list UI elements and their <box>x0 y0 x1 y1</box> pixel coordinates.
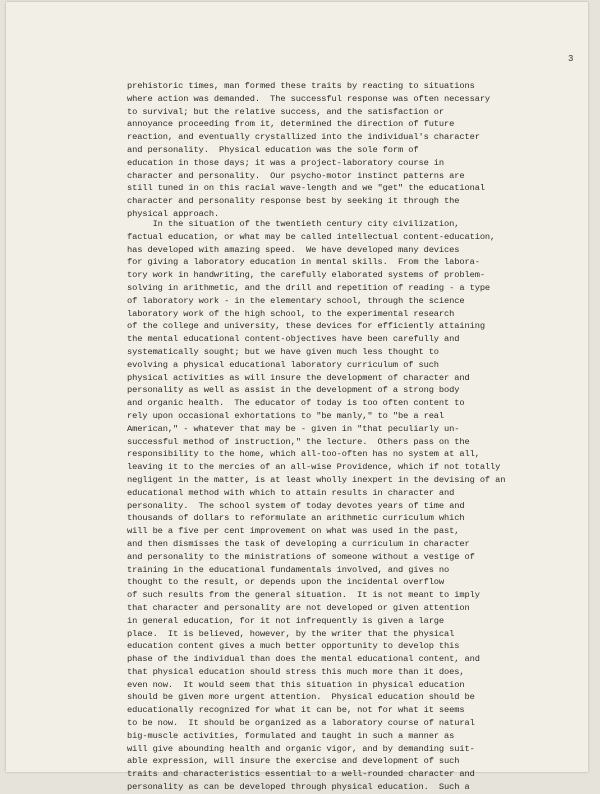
text-line: still tuned in on this racial wave-length and we "get" the educational <box>127 183 485 194</box>
text-line: leaving it to the mercies of an all-wise Providence, which if not totally <box>127 462 501 473</box>
text-line: education content gives a much better opportunity to develop this <box>127 641 460 652</box>
text-line: responsibility to the home, which all-too-often has no system at all, <box>127 449 480 460</box>
text-line: traits and characteristics essential to a well-rounded character and <box>127 769 475 780</box>
paragraph-2 <box>127 218 505 794</box>
text-line: of the college and university, these devices for efficiently attaining <box>127 321 485 332</box>
document-page <box>6 2 588 793</box>
text-line: personality. The school system of today devotes years of time and <box>127 500 465 511</box>
text-line: place. It is believed, however, by the writer that the physical <box>127 628 455 639</box>
text-line: thousands of dollars to reformulate an arithmetic curriculum which <box>127 513 465 524</box>
text-line: able expression, will insure the exercise and development of such <box>127 756 460 767</box>
text-line: American," - whatever that may be - given in "that peculiarly un- <box>127 423 460 434</box>
paragraph-1 <box>127 80 490 221</box>
text-line: should be given more urgent attention. Physical education should be <box>127 692 475 703</box>
text-line: in general education, for it not infrequently is given a large <box>127 615 445 626</box>
text-line: of such results from the general situation. It is not meant to imply <box>127 590 480 601</box>
text-line: laboratory work of the high school, to the experimental research <box>127 308 455 319</box>
text-line: character and personality response best by seeking it through the <box>127 196 460 207</box>
text-line: solving in arithmetic, and the drill and repetition of reading - a type <box>127 282 491 293</box>
text-line: prehistoric times, man formed these traits by reacting to situations <box>127 81 475 91</box>
text-line: character and personality. Our psycho-motor instinct patterns are <box>127 170 465 181</box>
text-line: to be now. It should be organized as a laboratory course of natural <box>127 718 475 729</box>
text-line: will be a five per cent improvement on what was used in the past, <box>127 526 460 537</box>
page-number: 3 <box>568 54 574 64</box>
text-line: In the situation of the twentieth century city civilization, <box>127 219 460 229</box>
text-line: and personality to the ministrations of someone without a vestige of <box>127 551 475 562</box>
text-line: successful method of instruction," the lecture. Others pass on the <box>127 436 470 447</box>
text-line: tory work in handwriting, the carefully elaborated systems of problem- <box>127 270 485 281</box>
text-line: for giving a laboratory education in mental skills. From the labora- <box>127 257 480 268</box>
text-line: physical activities as will insure the development of character and <box>127 372 470 383</box>
text-line: thought to the result, or depends upon the incidental overflow <box>127 577 445 588</box>
text-line: and personality. Physical education was the sole form of <box>127 144 419 155</box>
text-line: physical approach. <box>127 208 220 219</box>
text-line: to survival; but the relative success, and the satisfaction or <box>127 106 445 117</box>
text-line: personality as can be developed through physical education. Such a <box>127 782 470 793</box>
text-line: reaction, and eventually crystallized into the individual's character <box>127 132 480 143</box>
text-line: annoyance proceeding from it, determined the direction of future <box>127 119 455 130</box>
text-line: and organic health. The educator of today is too often content to <box>127 398 465 409</box>
text-line: big-muscle activities, formulated and taught in such a manner as <box>127 730 455 741</box>
text-line: phase of the individual than does the mental educational content, and <box>127 654 480 665</box>
text-line: factual education, or what may be called intellectual content-education, <box>127 231 496 242</box>
text-line: rely upon occasional exhortations to "be manly," to "be a real <box>127 410 445 421</box>
text-line: educational method with which to attain results in character and <box>127 487 455 498</box>
text-line: and then dismisses the task of developing a curriculum in character <box>127 538 470 549</box>
text-line: personality as well as assist in the development of a strong body <box>127 385 460 396</box>
text-line: training in the educational fundamentals involved, and gives no <box>127 564 450 575</box>
text-line: evolving a physical educational laboratory curriculum of such <box>127 359 439 370</box>
text-line: negligent in the matter, is at least wholly inexpert in the devising of an <box>127 474 506 485</box>
text-line: will give abounding health and organic vigor, and by demanding suit- <box>127 743 475 754</box>
text-line: education in those days; it was a project-laboratory course in <box>127 157 445 168</box>
text-line: has developed with amazing speed. We have developed many devices <box>127 244 460 255</box>
text-line: educationally recognized for what it can be, not for what it seems <box>127 705 465 716</box>
text-line: even now. It would seem that this situation in physical education <box>127 679 465 690</box>
text-line: that physical education should stress this much more than it does, <box>127 666 465 677</box>
text-line: of laboratory work - in the elementary school, through the science <box>127 295 465 306</box>
text-line: systematically sought; but we have given much less thought to <box>127 346 439 357</box>
text-line: the mental educational content-objectives have been carefully and <box>127 334 460 345</box>
text-line: that character and personality are not developed or given attention <box>127 602 470 613</box>
text-line: where action was demanded. The successful response was often necessary <box>127 93 491 104</box>
